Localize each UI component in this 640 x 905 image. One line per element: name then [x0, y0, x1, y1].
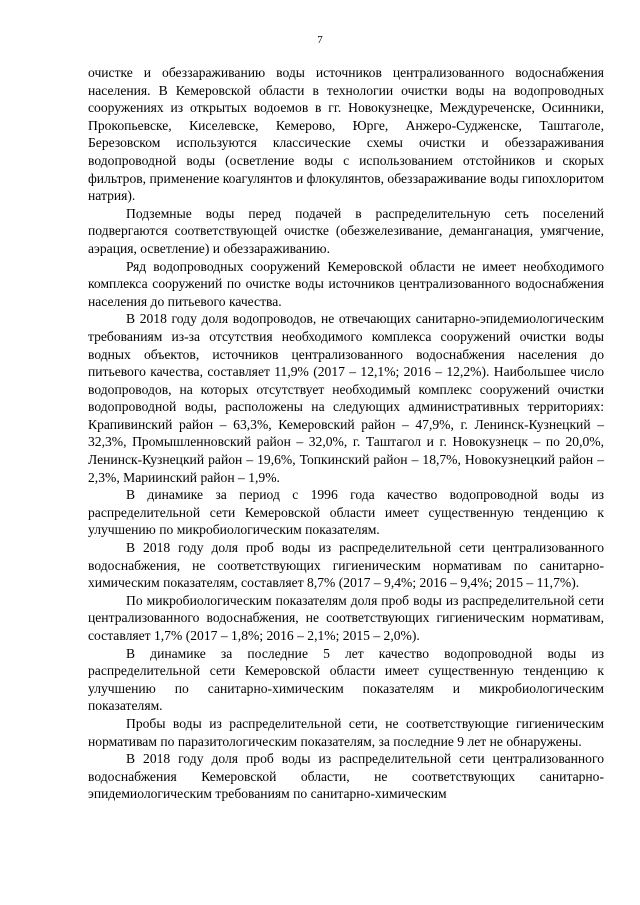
- body-text: [88, 64, 604, 803]
- paragraph-parasitological-samples: Пробы воды из распределительной сети, не соответствующие гигиеническим нормативам по паразитологическим показателям, за последние 9 лет не обнаружены.: [88, 715, 604, 749]
- paragraph-groundwater: Подземные воды перед подачей в распределительную сеть поселений подвергаются соответствующей очистке (обезжелезивание, деманганация, умягчение, аэрация, осветление) и обеззараживанию.: [88, 205, 604, 256]
- paragraph-2018-kemerovo-samples: В 2018 году доля проб воды из распределительной сети централизованного водоснабжения Кемеровской области, не соответствующих санитарно-эпидемиологическим требованиям по санитарно-химическим: [88, 751, 604, 802]
- paragraph-facilities-lacking: Ряд водопроводных сооружений Кемеровской области не имеет необходимого комплекса сооружений по очистке воды источников централизованного водоснабжения населения до питьевого качества.: [88, 258, 604, 309]
- paragraph-2018-water-supply-share: В 2018 году доля водопроводов, не отвечающих санитарно-эпидемиологическим требованиям из-за отсутствия необходимого комплекса сооружений очистки воды водных объектов, источников централизованного водоснабжения населения до питьевого качества, составляет 11,9% (2017 – 12,1%; 2016 – 12,2%). Наибольшее число водопроводов, на которых отсутствует необходимый комплекс сооружений очистки водопроводной воды, расположены на следующих административных территориях: Крапивинский район – 63,3%, Кемеровский район – 47,9%, г. Ленинск-Кузнецкий – 32,3%, Промышленновский район – 32,0%, г. Таштагол и г. Новокузнецк – по 20,0%, Ленинск-Кузнецкий район – 19,6%, Топкинский район – 18,7%, Новокузнецкий район – 2,3%, Мариинский район – 1,9%.: [88, 311, 604, 485]
- paragraph-continued-water-treatment: очистке и обеззараживанию воды источников централизованного водоснабжения населения. В Кемеровской области в технологии очистки воды на водопроводных сооружениях из открытых водоемов в гг. Новокузнецке, Междуреченске, Осинники, Прокопьевске, Киселевске, Кемерово, Юрге, Анжеро-Судженске, Таштаголе, Березовском используются классические схемы очистки и обеззараживания водопроводной воды (осветление воды с использованием отстойников и скорых фильтров, применение коагулянтов и флокулянтов, обеззараживание воды гипохлоритом натрия).: [88, 65, 604, 204]
- paragraph-microbiological-samples: По микробиологическим показателям доля проб воды из распределительной сети централизованного водоснабжения, не соответствующих гигиеническим нормативам, составляет 1,7% (2017 – 1,8%; 2016 – 2,1%; 2015 – 2,0%).: [88, 592, 604, 643]
- paragraph-five-year-dynamics: В динамике за последние 5 лет качество водопроводной воды из распределительной сети Кемеровской области имеет существенную тенденцию к улучшению по санитарно-химическим показателям и микробиологическим показателям.: [88, 645, 604, 714]
- paragraph-dynamics-since-1996: В динамике за период с 1996 года качество водопроводной воды из распределительной сети Кемеровской области имеет существенную тенденцию к улучшению по микробиологическим показателям.: [88, 487, 604, 538]
- page-number: 7: [317, 34, 323, 46]
- paragraph-sanitary-chemical-samples: В 2018 году доля проб воды из распределительной сети централизованного водоснабжения, не соответствующих гигиеническим нормативам по санитарно-химическим показателям, составляет 8,7% (2017 – 9,4%; 2016 – 9,4%; 2015 – 11,7%).: [88, 540, 604, 591]
